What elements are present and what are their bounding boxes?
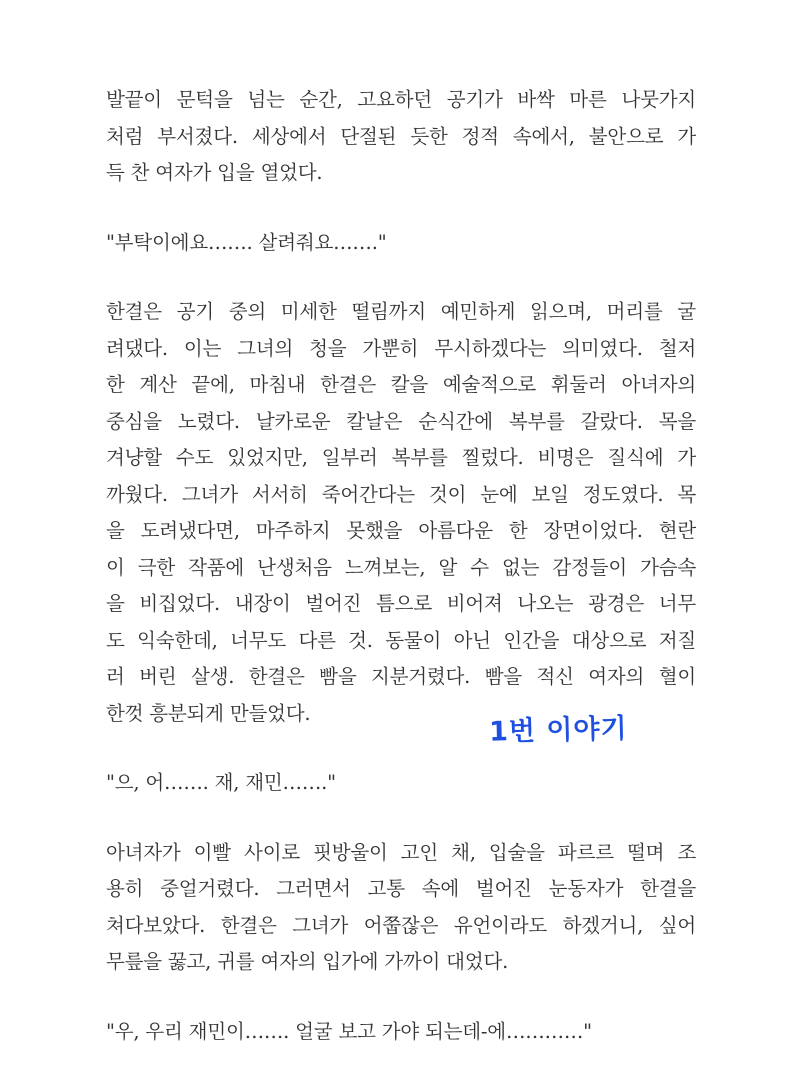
story-text (106, 82, 696, 1083)
text-line: 려댔다. 이는 그녀의 청을 가뿐히 무시하겠다는 의미였다. 철저 (106, 336, 696, 360)
text-line: 쳐다보았다. 한결은 그녀가 어쭙잖은 유언이라도 하겠거니, 싶어 (106, 913, 696, 937)
text-line: 용히 중얼거렸다. 그러면서 고통 속에 벌어진 눈동자가 한결을 (106, 877, 696, 900)
text-line: 을 비집었다. 내장이 벌어진 틈으로 비어져 나오는 광경은 너무 (106, 592, 696, 615)
dialogue-3 (106, 1014, 696, 1051)
text-line: 까웠다. 그녀가 서서히 죽어간다는 것이 눈에 보일 정도였다. 목 (106, 482, 696, 506)
text-line: 무릎을 꿇고, 귀를 여자의 입가에 가까이 대었다. (106, 950, 509, 973)
text-line: "부탁이에요……. 살려줘요……." (106, 230, 387, 254)
handwritten-annotation: 1번 이야기 (488, 713, 628, 748)
text-line: 중심을 노렸다. 날카로운 칼날은 순식간에 복부를 갈랐다. 목을 (106, 409, 696, 433)
text-line: 이 극한 작품에 난생처음 느껴보는, 알 수 없는 감정들이 가슴속 (106, 555, 696, 579)
text-line: "우, 우리 재민이……. 얼굴 보고 가야 되는데-에…………" (106, 1019, 592, 1043)
text-line: "으, 어……. 재, 재민……." (106, 771, 336, 794)
text-line: 아녀자가 이빨 사이로 핏방울이 고인 채, 입술을 파르르 떨며 조 (106, 840, 696, 864)
text-line: 겨냥할 수도 있었지만, 일부러 복부를 찔렀다. 비명은 질식에 가 (106, 446, 696, 469)
text-line: 을 도려냈다면, 마주하지 못했을 아름다운 한 장면이었다. 현란 (106, 519, 696, 542)
text-line: 한 계산 끝에, 마침내 한결은 칼을 예술적으로 휘둘러 아녀자의 (106, 373, 696, 396)
text-line: 득 찬 여자가 입을 열었다. (106, 161, 323, 184)
text-line: 한껏 흥분되게 만들었다. (106, 701, 311, 725)
text-line: 발끝이 문턱을 넘는 순간, 고요하던 공기가 바싹 마른 나뭇가지 (106, 88, 696, 111)
text-line: 한결은 공기 중의 미세한 떨림까지 예민하게 읽으며, 머리를 굴 (106, 300, 696, 323)
paragraph-1 (106, 82, 696, 192)
text-line: 처럼 부서졌다. 세상에서 단절된 듯한 정적 속에서, 불안으로 가 (106, 124, 696, 148)
text-line: 러 버린 살생. 한결은 빰을 지분거렸다. 빰을 적신 여자의 혈이 (106, 665, 696, 688)
dialogue-1 (106, 225, 696, 262)
dialogue-2 (106, 765, 696, 802)
paragraph-2 (106, 294, 696, 732)
text-line: 도 익숙한데, 너무도 다른 것. 동물이 아닌 인간을 대상으로 저질 (106, 628, 696, 652)
paragraph-3 (106, 835, 696, 981)
